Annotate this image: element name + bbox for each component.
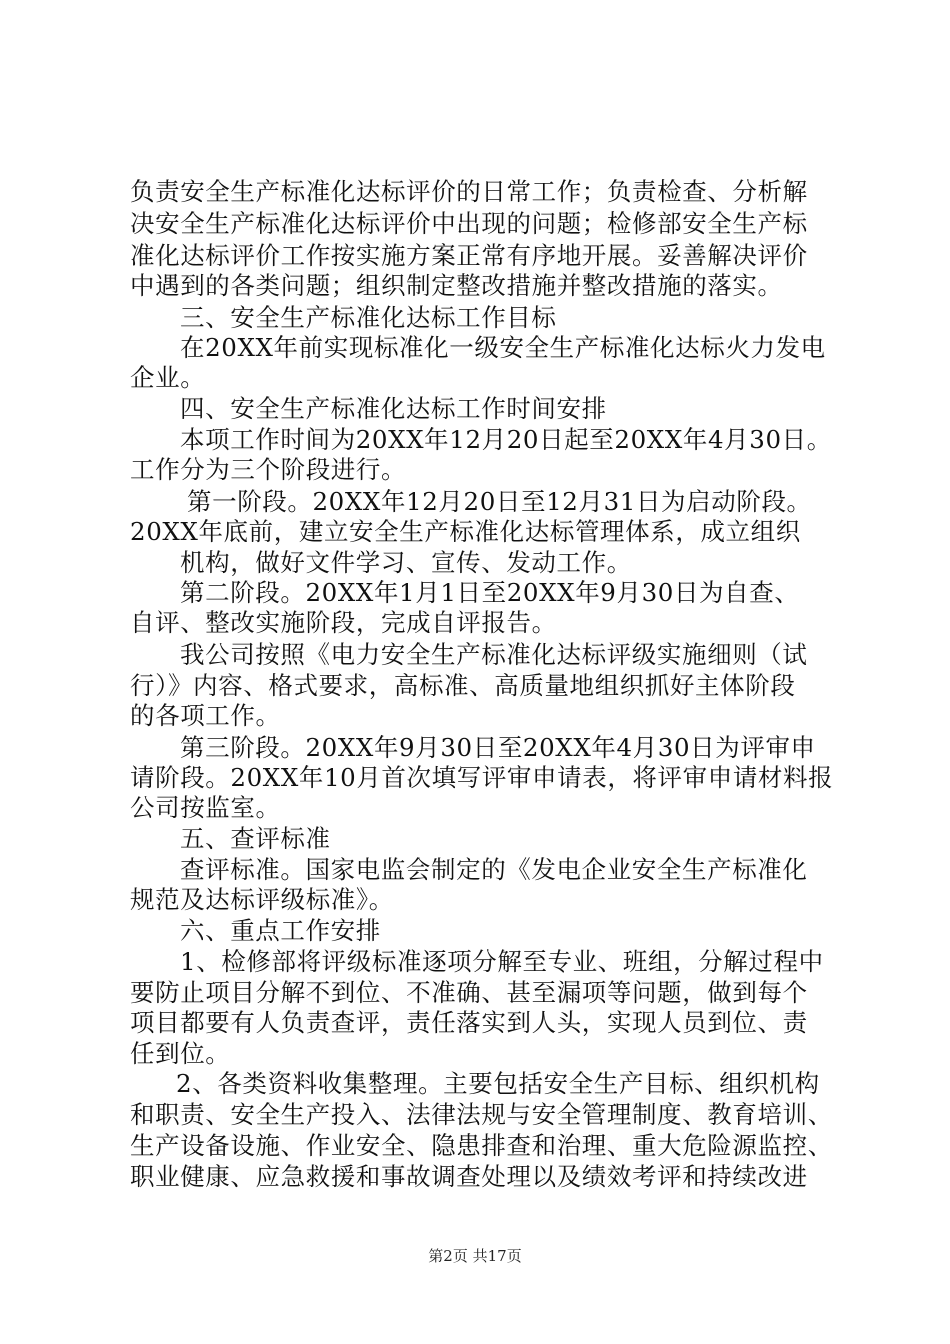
body-line: 规范及达标评级标准》。 bbox=[130, 885, 394, 914]
body-line: 在20XX年前实现标准化一级安全生产标准化达标火力发电 bbox=[180, 333, 826, 362]
body-line: 请阶段。20XX年10月首次填写评审申请表，将评审申请材料报 bbox=[130, 763, 834, 792]
body-line: 2、各类资料收集整理。主要包括安全生产目标、组织机构 bbox=[176, 1069, 820, 1098]
body-line: 的各项工作。 bbox=[130, 701, 281, 730]
body-line: 企业。 bbox=[130, 363, 206, 392]
body-line: 决安全生产标准化达标评价中出现的问题；检修部安全生产标 bbox=[130, 209, 808, 238]
page-number-footer: 第2页 共17页 bbox=[428, 1247, 522, 1265]
body-line: 机构，做好文件学习、宣传、发动工作。 bbox=[180, 548, 632, 577]
body-line: 自评、整改实施阶段，完成自评报告。 bbox=[130, 608, 557, 637]
body-line: 公司按监室。 bbox=[130, 793, 281, 822]
section-heading: 六、重点工作安排 bbox=[180, 916, 381, 945]
body-line: 第三阶段。20XX年9月30日至20XX年4月30日为评审申 bbox=[180, 733, 816, 762]
body-line: 工作分为三个阶段进行。 bbox=[130, 455, 407, 484]
body-line: 项目都要有人负责查评，责任落实到人头，实现人员到位、责 bbox=[130, 1008, 808, 1037]
body-line: 中遇到的各类问题；组织制定整改措施并整改措施的落实。 bbox=[130, 271, 783, 300]
body-line: 任到位。 bbox=[130, 1039, 231, 1068]
section-heading: 五、查评标准 bbox=[180, 824, 331, 853]
body-line: 要防止项目分解不到位、不准确、甚至漏项等问题，做到每个 bbox=[130, 978, 808, 1007]
body-line: 第二阶段。20XX年1月1日至20XX年9月30日为自查、 bbox=[180, 578, 800, 607]
body-line: 第一阶段。20XX年12月20日至12月31日为启动阶段。 bbox=[187, 487, 812, 516]
body-line: 20XX年底前，建立安全生产标准化达标管理体系，成立组织 bbox=[130, 517, 801, 546]
body-line: 本项工作时间为20XX年12月20日起至20XX年4月30日。 bbox=[180, 425, 832, 454]
body-line: 查评标准。国家电监会制定的《发电企业安全生产标准化 bbox=[180, 855, 808, 884]
body-line: 职业健康、应急救援和事故调查处理以及绩效考评和持续改进 bbox=[130, 1162, 808, 1191]
body-line: 生产设备设施、作业安全、隐患排查和治理、重大危险源监控、 bbox=[130, 1131, 833, 1160]
body-line: 行）》内容、格式要求，高标准、高质量地组织抓好主体阶段 bbox=[130, 671, 796, 700]
body-line: 负责安全生产标准化达标评价的日常工作；负责检查、分析解 bbox=[130, 177, 808, 206]
body-line: 1、检修部将评级标准逐项分解至专业、班组，分解过程中 bbox=[180, 947, 824, 976]
body-line: 准化达标评价工作按实施方案正常有序地开展。妥善解决评价 bbox=[130, 241, 808, 270]
body-line: 和职责、安全生产投入、法律法规与安全管理制度、教育培训、 bbox=[130, 1100, 833, 1129]
section-heading: 四、安全生产标准化达标工作时间安排 bbox=[180, 394, 607, 423]
body-line: 我公司按照《电力安全生产标准化达标评级实施细则（试 bbox=[180, 640, 808, 669]
section-heading: 三、安全生产标准化达标工作目标 bbox=[180, 303, 557, 332]
